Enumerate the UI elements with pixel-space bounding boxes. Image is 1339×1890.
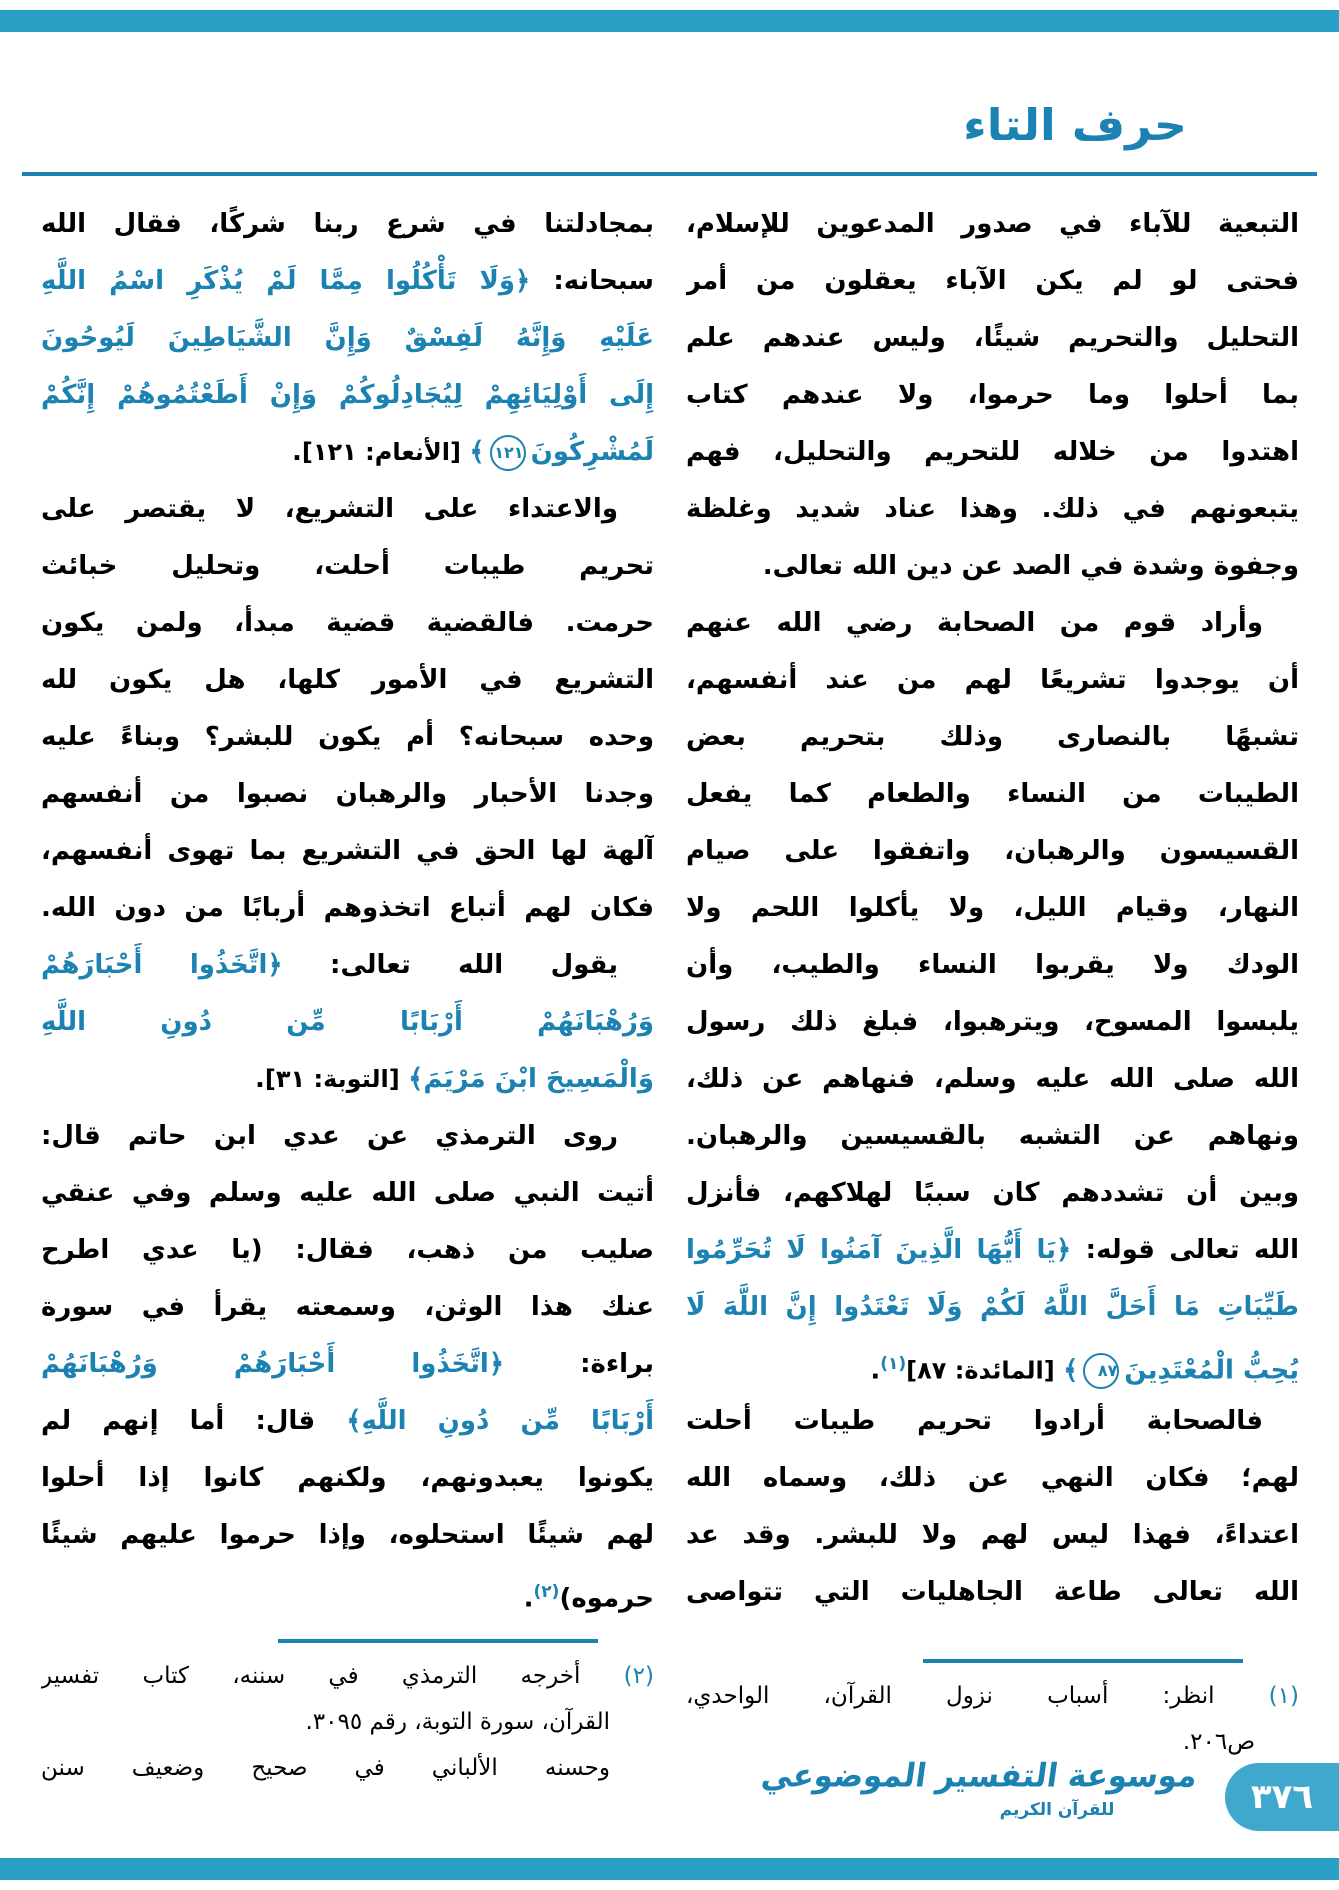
publisher-logo xyxy=(759,1757,1200,1820)
text-line xyxy=(41,937,654,994)
body-text: وجفوة وشدة في الصد عن دين الله تعالى. xyxy=(762,551,1299,581)
body-text: قال: أما إنهم لم xyxy=(41,1406,347,1436)
body-text: . xyxy=(291,437,302,467)
text-line xyxy=(686,1450,1299,1507)
body-text: وحده سبحانه؟ أم يكون للبشر؟ وبناءً عليه xyxy=(41,722,654,752)
body-text: يكونوا يعبدونهم، ولكنهم كانوا إذا أحلوا xyxy=(41,1463,654,1493)
text-line xyxy=(686,481,1299,538)
body-text: صليب من ذهب، فقال: (يا عدي اطرح xyxy=(41,1235,654,1265)
body-text: . xyxy=(523,1583,534,1614)
footnote-marker: (١) xyxy=(1214,1683,1299,1709)
text-columns xyxy=(40,196,1299,1791)
quran-text: يُحِبُّ الْمُعْتَدِينَ xyxy=(1124,1355,1299,1386)
column-left-footnote xyxy=(41,1653,654,1791)
body-text: لهم شيئًا استحلوه، وإذا حرموا عليهم شيئًا xyxy=(41,1520,654,1550)
text-line xyxy=(686,253,1299,310)
text-line xyxy=(686,1108,1299,1165)
quran-text: عَلَيْهِ وَإِنَّهُ لَفِسْقٌ وَإِنَّ الشَّيَاطِينَ لَيُوحُونَ xyxy=(41,323,654,353)
quran-text: طَيِّبَاتِ مَا أَحَلَّ اللَّهُ لَكُمْ وَلَا تَعْتَدُوا إِنَّ اللَّهَ لَا xyxy=(686,1292,1299,1322)
text-line xyxy=(41,1279,654,1336)
footnote-separator-left xyxy=(278,1639,598,1643)
body-text: أخرجه الترمذي في سننه، كتاب تفسير xyxy=(41,1663,581,1689)
body-text: . xyxy=(254,1064,265,1094)
text-line xyxy=(686,1507,1299,1564)
text-line xyxy=(41,1165,654,1222)
body-text: تشبهًا بالنصارى وذلك بتحريم بعض xyxy=(686,722,1299,752)
publisher-logo-subtitle: للقرآن الكريم xyxy=(999,1800,1115,1820)
text-line xyxy=(686,424,1299,481)
body-text: الله صلى الله عليه وسلم، فنهاهم عن ذلك، xyxy=(686,1064,1299,1094)
header-rule xyxy=(22,172,1317,176)
text-line xyxy=(41,1699,654,1745)
text-line xyxy=(686,880,1299,937)
text-line xyxy=(686,367,1299,424)
body-text: أن يوجدوا تشريعًا لهم من عند أنفسهم، xyxy=(686,665,1299,695)
text-line xyxy=(41,1653,654,1699)
quran-text: ﴿اتَّخَذُوا أَحْبَارَهُمْ xyxy=(41,950,283,980)
text-line xyxy=(41,1507,654,1564)
column-right xyxy=(686,196,1299,1791)
column-right-body xyxy=(686,196,1299,1621)
text-line xyxy=(686,766,1299,823)
body-text: عنك هذا الوثن، وسمعته يقرأ في سورة xyxy=(41,1292,654,1322)
text-line xyxy=(41,595,654,652)
body-text: ص٢٠٦. xyxy=(1182,1729,1255,1755)
column-left-body xyxy=(41,196,654,1621)
body-text: بما أحلوا وما حرموا، ولا عندهم كتاب xyxy=(686,380,1299,410)
body-text: الودك ولا يقربوا النساء والطيب، وأن xyxy=(686,950,1299,980)
text-line xyxy=(686,1051,1299,1108)
body-text: النهار، وقيام الليل، ولا يأكلوا اللحم ولا xyxy=(686,893,1299,923)
body-text: اعتداءً، فهذا ليس لهم ولا للبشر. وقد عد xyxy=(686,1520,1299,1550)
text-line xyxy=(686,1673,1299,1719)
column-right-footnote xyxy=(686,1673,1299,1765)
body-text: وبين أن تشددهم كان سببًا لهلاكهم، فأنزل xyxy=(686,1178,1299,1208)
body-text: فكان لهم أتباع اتخذوهم أربابًا من دون الله. xyxy=(41,893,654,923)
text-line xyxy=(41,1336,654,1393)
body-text: أتيت النبي صلى الله عليه وسلم وفي عنقي xyxy=(41,1178,654,1208)
body-text: سبحانه: xyxy=(530,266,654,296)
quran-text: ﴿يَا أَيُّهَا الَّذِينَ آمَنُوا لَا تُحَرِّمُوا xyxy=(686,1235,1072,1265)
text-line xyxy=(686,1564,1299,1621)
text-line xyxy=(41,709,654,766)
ayah-number: ١٢١ xyxy=(490,435,526,471)
text-line xyxy=(686,652,1299,709)
text-line xyxy=(41,481,654,538)
text-line xyxy=(686,937,1299,994)
text-line xyxy=(41,1393,654,1450)
footnote-reference: (٢) xyxy=(533,1582,560,1602)
body-text: الله تعالى طاعة الجاهليات التي تتواصى xyxy=(686,1577,1299,1607)
verse-reference: [الأنعام: ١٢١] xyxy=(301,438,470,466)
text-line xyxy=(41,1564,654,1621)
body-text: تحريم طيبات أحلت، وتحليل خبائث xyxy=(41,551,654,581)
footnote-marker: (٢) xyxy=(580,1663,654,1689)
text-line xyxy=(41,424,654,481)
body-text: ونهاهم عن التشبه بالقسيسين والرهبان. xyxy=(686,1121,1299,1151)
text-line xyxy=(41,367,654,424)
quran-text: وَرُهْبَانَهُمْ أَرْبَابًا مِّن دُونِ اللَّهِ xyxy=(41,1007,654,1037)
top-edge-band xyxy=(0,10,1339,32)
body-text: حرمت. فالقضية قضية مبدأ، ولمن يكون xyxy=(41,608,654,638)
text-line xyxy=(686,310,1299,367)
body-text: يلبسوا المسوح، ويترهبوا، فبلغ ذلك رسول xyxy=(686,1007,1299,1037)
text-line xyxy=(686,1279,1299,1336)
body-text: آلهة لها الحق في التشريع بما تهوى أنفسهم، xyxy=(41,836,654,866)
body-text: القسيسون والرهبان، واتفقوا على صيام xyxy=(686,836,1299,866)
bottom-edge-band xyxy=(0,1858,1339,1880)
text-line xyxy=(686,595,1299,652)
body-text: وحسنه الألباني في صحيح وضعيف سنن xyxy=(41,1755,610,1781)
text-line xyxy=(686,1165,1299,1222)
footnote-separator-right xyxy=(923,1659,1243,1663)
verse-reference: [التوبة: ٣١] xyxy=(264,1065,409,1093)
column-left xyxy=(41,196,654,1791)
quran-text: إِلَى أَوْلِيَائِهِمْ لِيُجَادِلُوكُمْ وَإِنْ أَطَعْتُمُوهُمْ إِنَّكُمْ xyxy=(41,380,654,410)
text-line xyxy=(686,538,1299,595)
text-line xyxy=(41,1108,654,1165)
body-text: وأراد قوم من الصحابة رضي الله عنهم xyxy=(686,608,1263,638)
body-text: التبعية للآباء في صدور المدعوين للإسلام، xyxy=(686,209,1299,239)
body-text: براءة: xyxy=(504,1349,654,1379)
text-line xyxy=(41,538,654,595)
body-text: حرموه) xyxy=(559,1583,654,1614)
body-text: التشريع في الأمور كلها، هل يكون لله xyxy=(41,665,654,695)
text-line xyxy=(686,1393,1299,1450)
body-text: فحتى لو لم يكن الآباء يعقلون من أمر xyxy=(686,266,1299,296)
text-line xyxy=(41,766,654,823)
footnote-reference: (١) xyxy=(880,1354,907,1374)
text-line xyxy=(686,196,1299,253)
body-text: وجدنا الأحبار والرهبان نصبوا من أنفسهم xyxy=(41,779,654,809)
quran-text: ﴾ xyxy=(469,437,485,467)
text-line xyxy=(41,253,654,310)
quran-text: ﴿وَلَا تَأْكُلُوا مِمَّا لَمْ يُذْكَرِ اسْمُ اللَّهِ xyxy=(41,266,531,296)
text-line xyxy=(686,1222,1299,1279)
body-text: القرآن، سورة التوبة، رقم ٣٠٩٥. xyxy=(305,1709,610,1735)
text-line xyxy=(41,994,654,1051)
text-line xyxy=(41,1051,654,1108)
quran-text: ﴾ xyxy=(1063,1355,1079,1386)
body-text: بمجادلتنا في شرع ربنا شركًا، فقال الله xyxy=(41,209,654,239)
text-line xyxy=(41,310,654,367)
text-line xyxy=(41,823,654,880)
body-text: الله تعالى قوله: xyxy=(1071,1235,1299,1265)
text-line xyxy=(41,880,654,937)
body-text: الطيبات من النساء والطعام كما يفعل xyxy=(686,779,1299,809)
body-text: يتبعونهم في ذلك. وهذا عناد شديد وغلظة xyxy=(686,494,1299,524)
chapter-header-title: حرف التاء xyxy=(963,99,1187,151)
text-line xyxy=(686,1336,1299,1393)
publisher-logo-title: موسوعة التفسير الموضوعي xyxy=(759,1757,1200,1795)
quran-text: أَرْبَابًا مِّن دُونِ اللَّهِ﴾ xyxy=(346,1406,654,1436)
text-line xyxy=(41,1450,654,1507)
body-text: يقول الله تعالى: xyxy=(282,950,619,980)
body-text: والاعتداء على التشريع، لا يقتصر على xyxy=(41,494,618,524)
text-line xyxy=(686,709,1299,766)
body-text: روى الترمذي عن عدي ابن حاتم قال: xyxy=(41,1121,618,1151)
quran-text: لَمُشْرِكُونَ xyxy=(530,437,654,467)
body-text: فالصحابة أرادوا تحريم طيبات أحلت xyxy=(686,1406,1263,1436)
text-line xyxy=(686,823,1299,880)
page-number-badge: ٣٧٦ xyxy=(1225,1763,1339,1831)
quran-text: وَالْمَسِيحَ ابْنَ مَرْيَمَ﴾ xyxy=(408,1064,654,1094)
body-text: انظر: أسباب نزول القرآن، الواحدي، xyxy=(686,1683,1215,1709)
body-text: لهم؛ فكان النهي عن ذلك، وسماه الله xyxy=(686,1463,1299,1493)
text-line xyxy=(686,994,1299,1051)
body-text: التحليل والتحريم شيئًا، وليس عندهم علم xyxy=(686,323,1299,353)
ayah-number: ٨٧ xyxy=(1083,1353,1119,1389)
quran-text: ﴿اتَّخَذُوا أَحْبَارَهُمْ وَرُهْبَانَهُمْ xyxy=(41,1349,505,1379)
text-line xyxy=(41,196,654,253)
body-text: اهتدوا من خلاله للتحريم والتحليل، فهم xyxy=(686,437,1299,467)
text-line xyxy=(41,1745,654,1791)
text-line xyxy=(41,652,654,709)
text-line xyxy=(41,1222,654,1279)
body-text: . xyxy=(870,1355,881,1386)
verse-reference: [المائدة: ٨٧] xyxy=(906,1356,1064,1385)
